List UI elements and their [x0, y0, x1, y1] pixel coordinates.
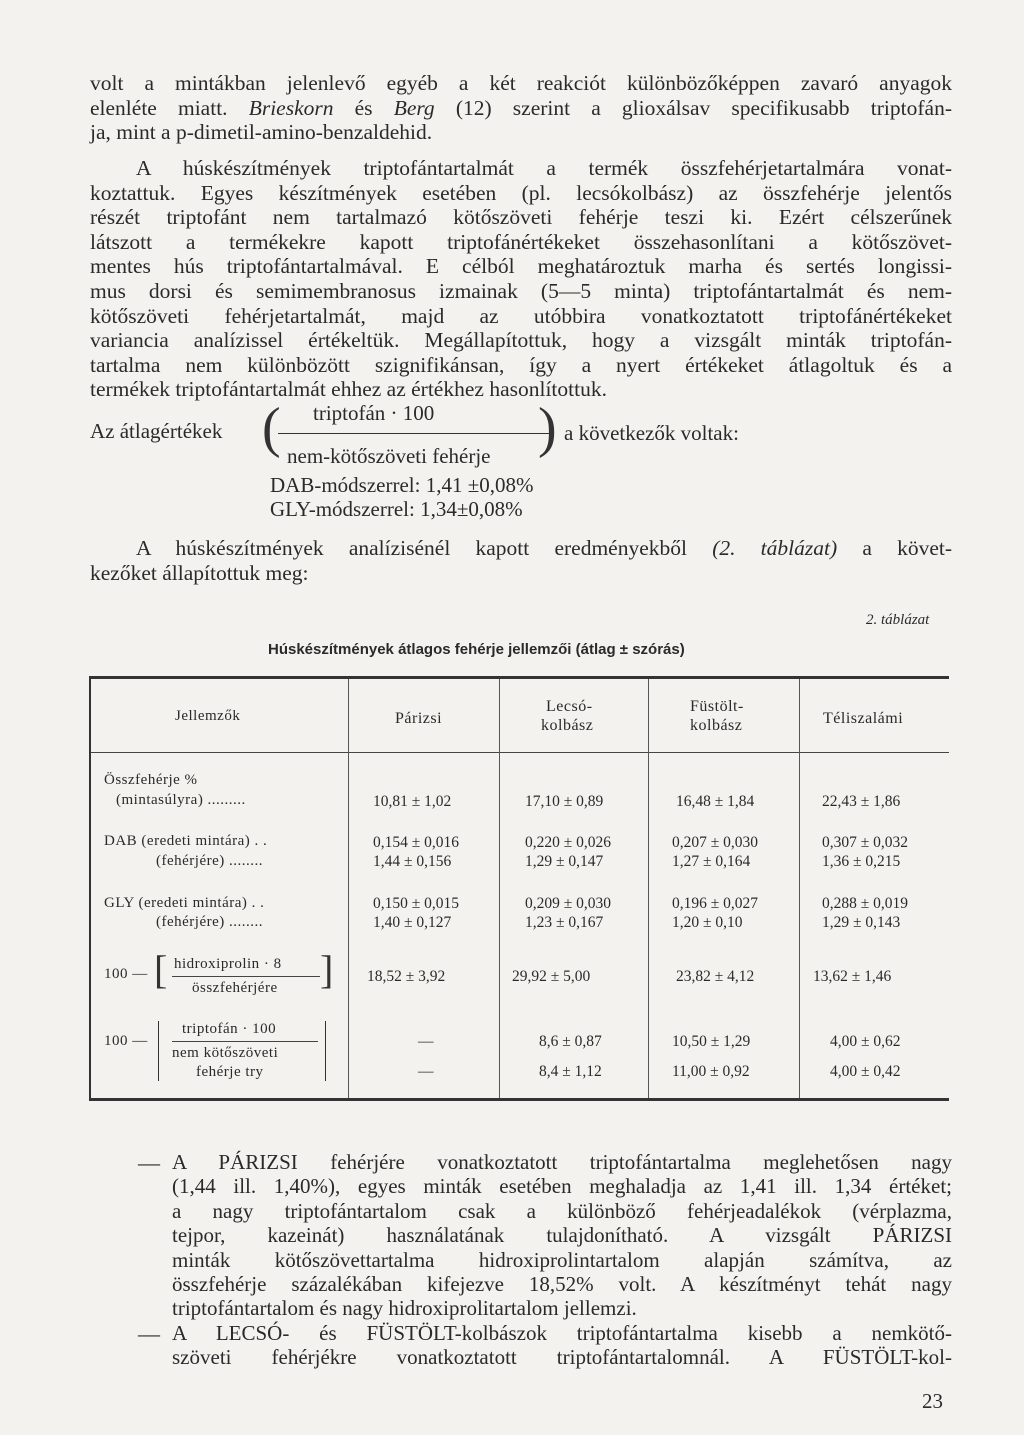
row-label: (fehérjére) ........ — [156, 914, 264, 930]
header-teliszalami: Téliszalámi — [823, 710, 904, 727]
table-cell: 0,220 ± 0,026 — [525, 834, 612, 851]
table-cell: — — [418, 1033, 434, 1050]
table-col-rule — [499, 679, 500, 1098]
text-line: látszott a termékekre kapott triptofánértékeket összehasonlítani a kötőszövet- — [90, 229, 952, 254]
table-cell: 0,196 ± 0,027 — [672, 895, 759, 912]
table-cell: 10,50 ± 1,29 — [672, 1033, 751, 1050]
header-jellemzok: Jellemzők — [175, 708, 241, 724]
table-cell: 13,62 ± 1,46 — [813, 968, 892, 985]
text-line: mus dorsi és semimembranosus izmainak (5—5 minta) triptofántartalmát és nem- — [90, 278, 952, 303]
bullet-dash: — — [138, 1321, 160, 1346]
table-cell: 10,81 ± 1,02 — [373, 793, 452, 810]
author-name: Brieskorn — [248, 95, 334, 120]
row-label-denominator: összfehérjére — [192, 980, 278, 996]
text-line: a nagy triptofántartalom csak a különböző fehérjeadalékok (vérplazma, — [172, 1198, 952, 1223]
table-cell: 16,48 ± 1,84 — [676, 793, 755, 810]
author-name: Berg — [393, 95, 435, 120]
table-cell: 1,23 ± 0,167 — [525, 914, 604, 931]
table-cell: 1,44 ± 0,156 — [373, 853, 452, 870]
text-line: szöveti fehérjékre vonatkoztatott triptofántartalomnál. A FÜSTÖLT-kol- — [172, 1345, 952, 1370]
formula-numerator: triptofán · 100 — [313, 401, 435, 425]
result-dab: DAB-módszerrel: 1,41 ±0,08% — [270, 473, 534, 497]
table-cell: 23,82 ± 4,12 — [676, 968, 755, 985]
paren-right: ) — [538, 397, 557, 459]
table-cell: 0,209 ± 0,030 — [525, 895, 612, 912]
table-cell: 11,00 ± 0,92 — [672, 1063, 750, 1080]
paragraph-1 — [90, 71, 952, 145]
page-number: 23 — [922, 1389, 943, 1413]
table-left-rule — [89, 676, 91, 1101]
table-cell: 1,29 ± 0,147 — [525, 853, 604, 870]
row-label-prefix: 100 — — [104, 966, 148, 982]
row-label-denominator: nem kötőszöveti — [172, 1045, 279, 1061]
table-cell: 29,92 ± 5,00 — [512, 968, 591, 985]
table-cell: 1,20 ± 0,10 — [672, 914, 743, 931]
bracket-left — [158, 1021, 159, 1081]
formula-lead: Az átlagértékek — [90, 419, 223, 443]
bullet-paragraph-1 — [172, 1150, 952, 1321]
table-cell: — — [418, 1063, 434, 1080]
table-cell: 0,150 ± 0,015 — [373, 895, 460, 912]
paragraph-3 — [90, 536, 952, 585]
table-header-rule — [89, 752, 949, 753]
table-col-rule — [799, 679, 800, 1098]
table-cell: 1,27 ± 0,164 — [672, 853, 751, 870]
table-col-rule — [348, 679, 349, 1098]
text-line: A húskészítmények triptofántartalmát a termék összfehérjetartalmára vonat- — [136, 156, 952, 180]
header-fustolt: Füstölt- — [690, 698, 744, 715]
header-parizsi: Párizsi — [395, 710, 443, 727]
text-span: A húskészítmények analízisénél kapott eredményekből — [136, 536, 713, 560]
text-line: (1,44 ill. 1,40%), egyes minták esetében meghaladja az 1,41 ill. 1,34 értéket; — [172, 1174, 952, 1199]
table-col-rule — [648, 679, 649, 1098]
text-line: kezőket állapítottuk meg: — [90, 560, 309, 585]
text-line: koztattuk. Egyes készítmények esetében (pl. lecsókolbász) az összfehérje jelentős — [90, 180, 952, 205]
row-label: (fehérjére) ........ — [156, 853, 264, 869]
text-line: összfehérje százalékában kifejezve 18,52% volt. A készítményt tehát nagy — [172, 1271, 952, 1296]
text-line: variancia analízissel értékeltük. Megállapítottuk, hogy a vizsgált minták triptofán- — [90, 328, 952, 353]
formula-tail: a következők voltak: — [564, 421, 739, 445]
fraction-line — [278, 433, 550, 434]
table-cell: 17,10 ± 0,89 — [525, 793, 604, 810]
row-label-denominator: fehérje try — [196, 1064, 264, 1080]
text-span: (12) szerint a glioxálsav specifikusabb triptofán- — [434, 95, 952, 120]
bracket-right: ] — [320, 947, 334, 992]
table-cell: 8,4 ± 1,12 — [539, 1063, 602, 1080]
table-cell: 1,29 ± 0,143 — [822, 914, 901, 931]
header-lecso: Lecsó- — [546, 698, 593, 715]
row-label: GLY (eredeti mintára) . . — [104, 895, 265, 911]
table-cell: 0,307 ± 0,032 — [822, 834, 909, 851]
bracket-left: [ — [154, 947, 168, 992]
text-line: tejpor, kazeinát) használatának tulajdonítható. A vizsgált PÁRIZSI — [172, 1223, 952, 1248]
text-line: ja, mint a p-dimetil-amino-benzaldehid. — [90, 120, 433, 145]
text-line — [90, 536, 952, 561]
row-label-numerator: triptofán · 100 — [182, 1021, 277, 1037]
bracket-right — [325, 1021, 326, 1081]
header-fustolt-2: kolbász — [690, 717, 743, 734]
table-cell: 1,40 ± 0,127 — [373, 914, 452, 931]
paragraph-2 — [90, 156, 952, 402]
table-number: 2. táblázat — [866, 612, 930, 628]
table-cell: 4,00 ± 0,42 — [830, 1063, 901, 1080]
table-cell: 18,52 ± 3,92 — [367, 968, 446, 985]
text-line: tartalma nem különbözött szignifikánsan, így a nyert értékeket átlagoltuk és a — [90, 352, 952, 377]
row-label-prefix: 100 — — [104, 1033, 148, 1049]
text-line: triptofántartalom és nagy hidroxiprolitartalom jellemzi. — [172, 1296, 637, 1321]
table-cell: 22,43 ± 1,86 — [822, 793, 901, 810]
bullet-paragraph-2 — [172, 1321, 952, 1370]
text-line: minták kötőszövettartalma hidroxiprolintartalom alapján számítva, az — [172, 1247, 952, 1272]
text-line: részét triptofánt nem tartalmazó kötőszöveti fehérje teszi ki. Ezért célszerűnek — [90, 205, 952, 230]
text-span: elenléte miatt. — [90, 95, 249, 120]
text-span: és — [333, 95, 394, 120]
table-cell: 0,288 ± 0,019 — [822, 895, 909, 912]
text-line — [90, 96, 952, 121]
table-cell: 0,154 ± 0,016 — [373, 834, 460, 851]
table-title: Húskészítmények átlagos fehérje jellemzői (átlag ± szórás) — [268, 641, 685, 658]
row-label: Összfehérje % — [104, 772, 198, 788]
formula-denominator: nem-kötőszöveti fehérje — [287, 444, 491, 468]
row-label: (mintasúlyra) ......... — [116, 792, 246, 808]
table-cell: 0,207 ± 0,030 — [672, 834, 759, 851]
table-reference: (2. táblázat) — [712, 536, 838, 560]
text-line: A LECSÓ- és FÜSTÖLT-kolbászok triptofántartalma kisebb a nemkötő- — [172, 1321, 952, 1345]
table-bottom-rule — [89, 1098, 949, 1101]
bullet-dash: — — [138, 1150, 160, 1175]
header-lecso-2: kolbász — [541, 717, 594, 734]
result-gly: GLY-módszerrel: 1,34±0,08% — [270, 497, 523, 521]
text-span: a követ- — [837, 536, 953, 560]
fraction-line — [172, 976, 320, 977]
table-cell: 1,36 ± 0,215 — [822, 853, 901, 870]
table-cell: 4,00 ± 0,62 — [830, 1033, 901, 1050]
text-line: mentes hús triptofántartalmával. E célból meghatároztuk marha és sertés longissi- — [90, 254, 952, 279]
row-label: DAB (eredeti mintára) . . — [104, 833, 268, 849]
text-line: volt a mintákban jelenlevő egyéb a két reakciót különbözőképpen zavaró anyagok — [90, 71, 952, 95]
table-cell: 8,6 ± 0,87 — [539, 1033, 602, 1050]
text-line: A PÁRIZSI fehérjére vonatkoztatott triptofántartalma meglehetősen nagy — [172, 1150, 952, 1174]
fraction-line — [172, 1041, 318, 1042]
text-line: termékek triptofántartalmát ehhez az értékhez hasonlítottuk. — [90, 377, 607, 402]
text-line: kötőszöveti fehérjetartalmát, majd az utóbbira vonatkoztatott triptofánértékeket — [90, 303, 952, 328]
table-top-rule — [89, 676, 949, 679]
row-label-numerator: hidroxiprolin · 8 — [174, 956, 282, 972]
paren-left: ( — [262, 397, 281, 459]
